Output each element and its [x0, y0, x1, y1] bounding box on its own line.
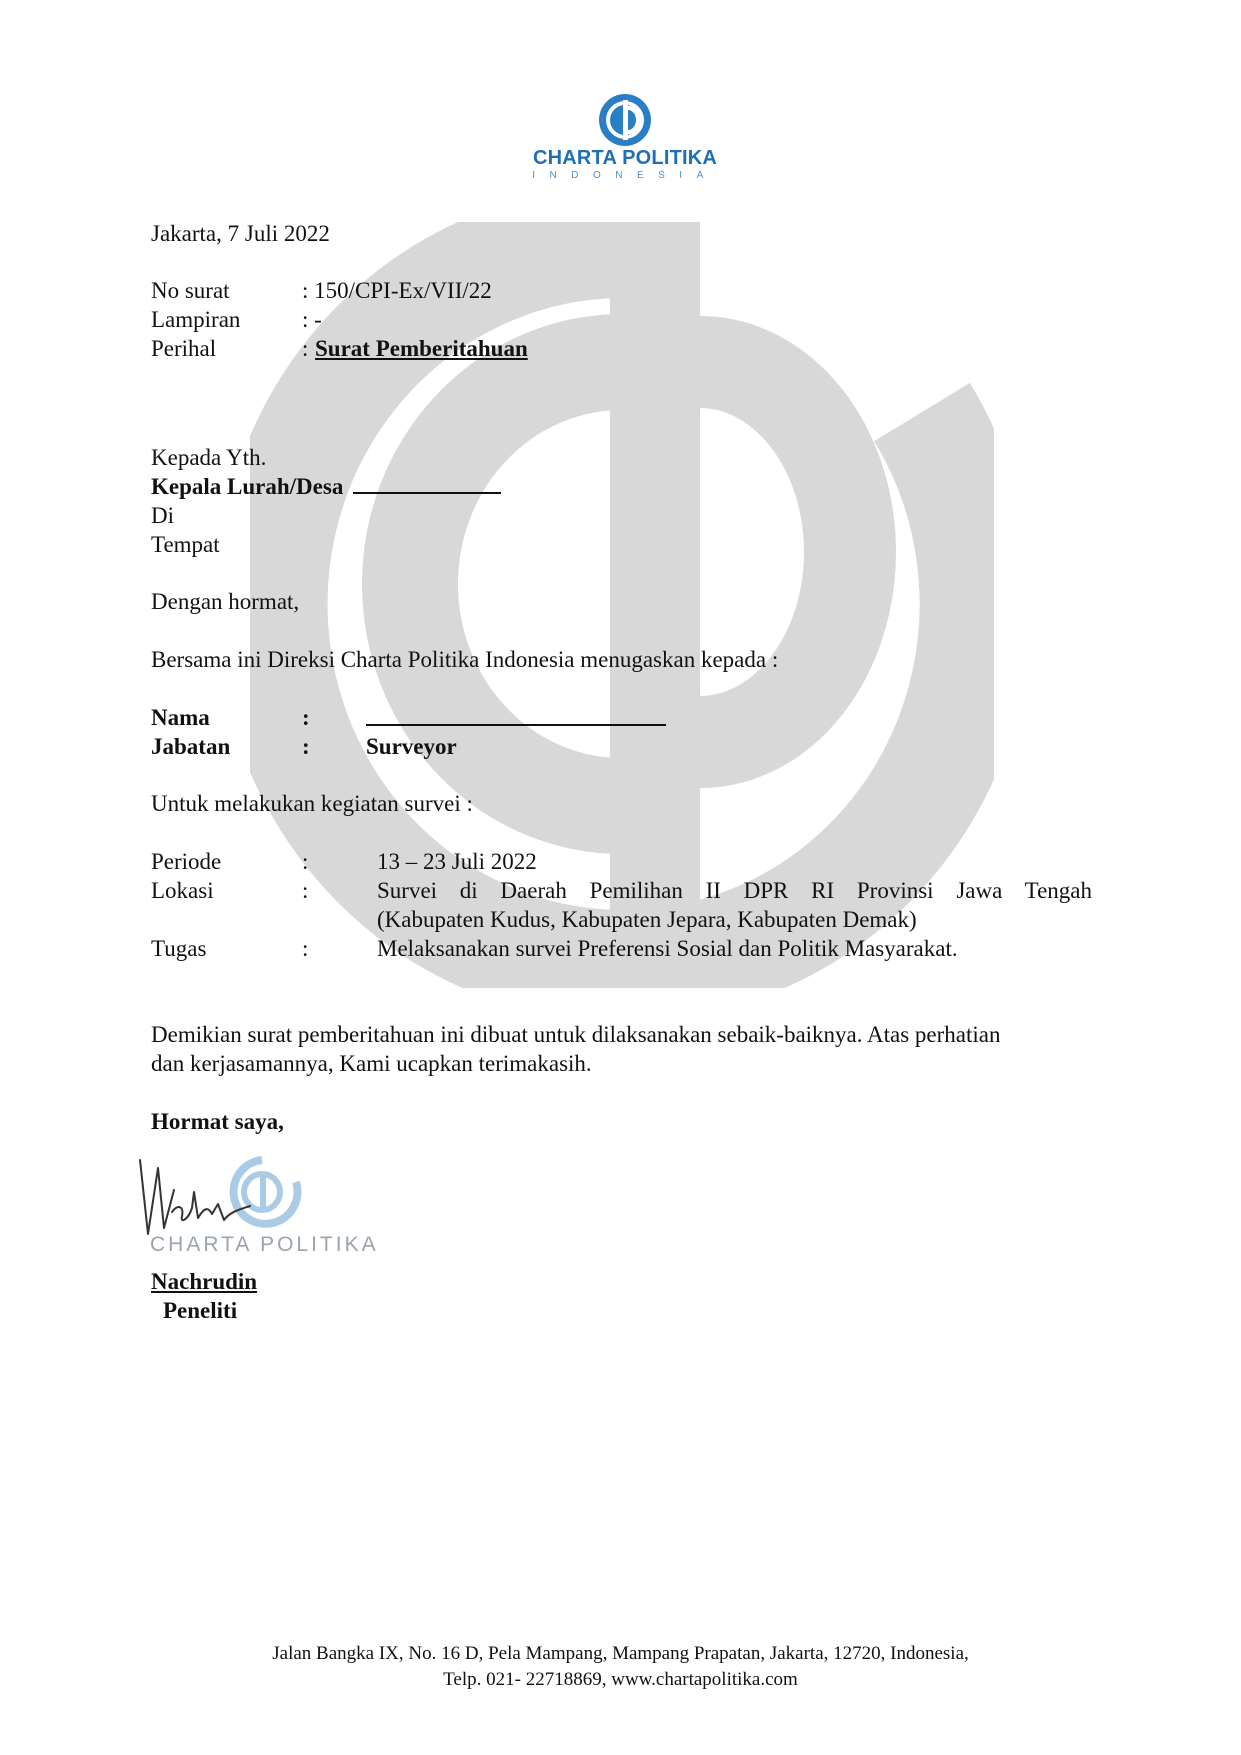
- tugas-label: Tugas: [151, 936, 207, 961]
- footer-address: Jalan Bangka IX, No. 16 D, Pela Mampang, Mampang Prapatan, Jakarta, 12720, Indonesia,: [272, 1643, 969, 1664]
- periode-label: Periode: [151, 849, 222, 874]
- company-subtitle: INDONESIA: [532, 170, 718, 181]
- greeting: Dengan hormat,: [151, 589, 300, 614]
- jabatan-value: Surveyor: [366, 734, 457, 759]
- lokasi-colon: :: [302, 878, 309, 903]
- nama-colon: :: [302, 705, 310, 730]
- recipient-line-1: Kepada Yth.: [151, 445, 267, 470]
- perihal-label: Perihal: [151, 336, 217, 361]
- lampiran-label: Lampiran: [151, 307, 241, 332]
- recipient-blank-line: [353, 472, 501, 494]
- signer-title: Peneliti: [163, 1298, 238, 1323]
- recipient-line-4: Tempat: [151, 532, 220, 557]
- signature-stamp: [132, 1150, 402, 1260]
- nama-label: Nama: [151, 705, 210, 730]
- perihal-colon: :: [302, 336, 309, 361]
- lampiran-value: : -: [302, 307, 322, 332]
- stamp-text: CHARTA POLITIKA: [150, 1233, 379, 1256]
- activity-intro: Untuk melakukan kegiatan survei :: [151, 791, 473, 816]
- closing-line-2: dan kerjasamannya, Kami ucapkan terimakasih.: [151, 1051, 592, 1076]
- tugas-value: Melaksanakan survei Preferensi Sosial dan Politik Masyarakat.: [377, 936, 958, 961]
- recipient-line-3: Di: [151, 503, 174, 528]
- lokasi-value-line-2: (Kabupaten Kudus, Kabupaten Jepara, Kabupaten Demak): [377, 907, 917, 932]
- lokasi-label: Lokasi: [151, 878, 214, 903]
- no-surat-label: No surat: [151, 278, 230, 303]
- company-name: CHARTA POLITIKA: [532, 147, 718, 169]
- periode-value: 13 – 23 Juli 2022: [377, 849, 537, 874]
- footer-contact: Telp. 021- 22718869, www.chartapolitika.com: [443, 1669, 798, 1690]
- intro-text: Bersama ini Direksi Charta Politika Indonesia menugaskan kepada :: [151, 647, 779, 672]
- nama-blank-line: [366, 702, 666, 726]
- jabatan-label: Jabatan: [151, 734, 231, 759]
- closing-line-1: Demikian surat pemberitahuan ini dibuat untuk dilaksanakan sebaik-baiknya. Atas perhatian: [151, 1022, 1001, 1047]
- charta-politika-logo-icon: [597, 92, 653, 148]
- lokasi-value-line-1: Survei di Daerah Pemilihan II DPR RI Provinsi Jawa Tengah: [377, 878, 1092, 903]
- no-surat-value: : 150/CPI-Ex/VII/22: [302, 278, 492, 303]
- signer-name: Nachrudin: [151, 1269, 258, 1294]
- place-date: Jakarta, 7 Juli 2022: [151, 221, 330, 246]
- periode-colon: :: [302, 849, 309, 874]
- jabatan-colon: :: [302, 734, 310, 759]
- tugas-colon: :: [302, 936, 309, 961]
- recipient-line-2: [151, 472, 501, 501]
- company-logo: [505, 92, 745, 188]
- perihal-value: Surat Pemberitahuan: [315, 336, 528, 361]
- recipient-title: Kepala Lurah/Desa: [151, 474, 344, 499]
- handwritten-signature: [134, 1150, 254, 1242]
- regards: Hormat saya,: [151, 1109, 284, 1134]
